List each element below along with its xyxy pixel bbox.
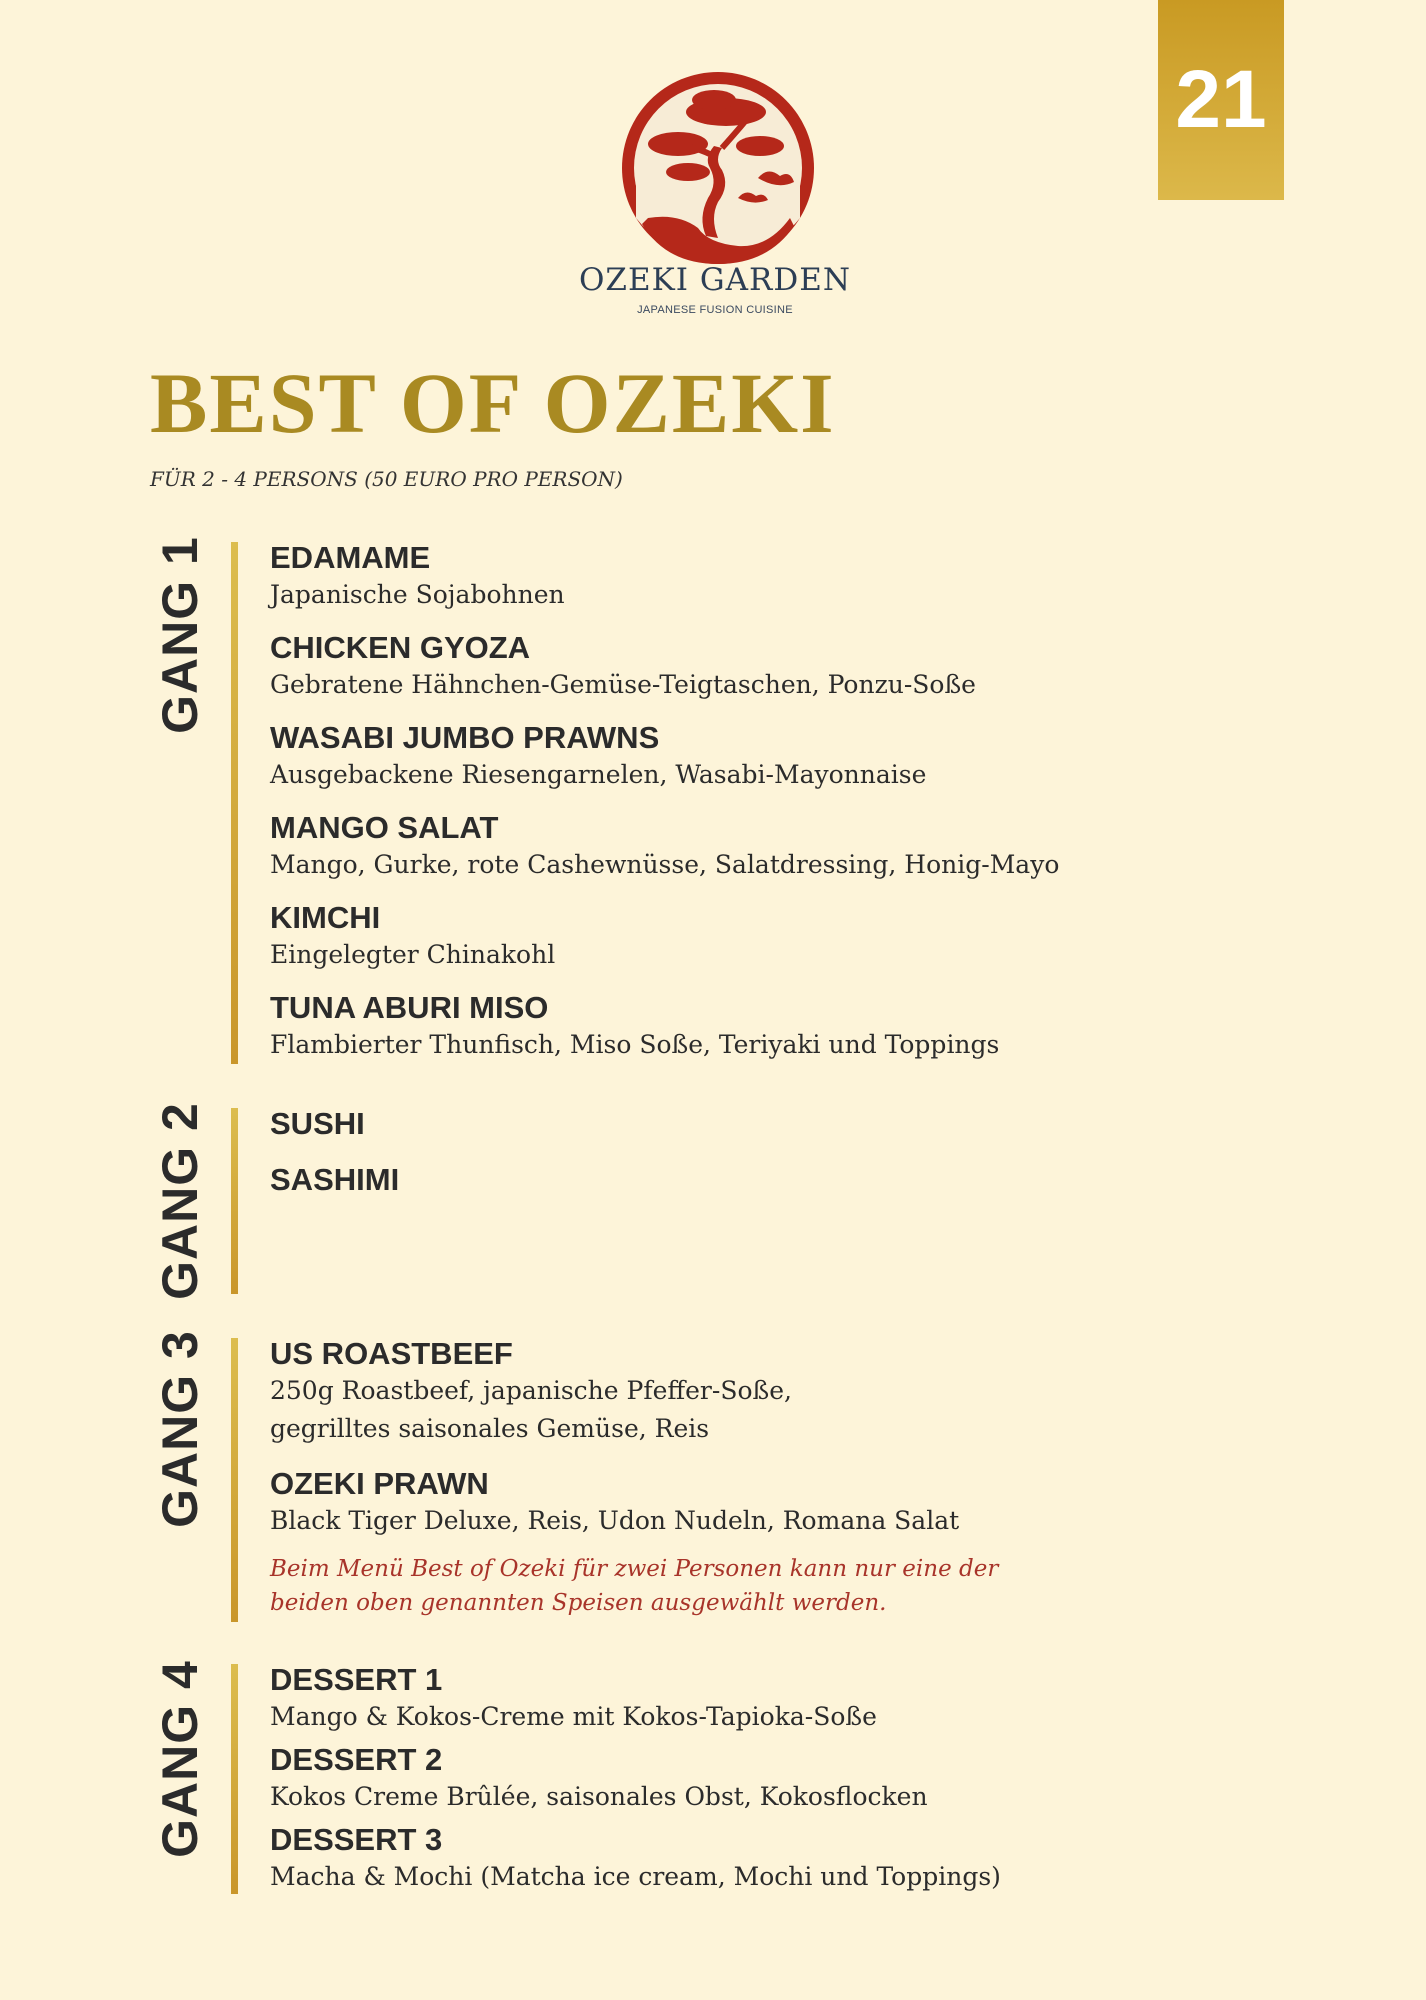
- dish-desc-ozeki-prawn: Black Tiger Deluxe, Reis, Udon Nudeln, Romana Salat: [270, 1506, 960, 1535]
- dish-desc-dessert-3: Macha & Mochi (Matcha ice cream, Mochi und Toppings): [270, 1862, 1001, 1891]
- gang3-label: GANG 3: [152, 1330, 209, 1528]
- dish-name-edamame: EDAMAME: [270, 540, 431, 575]
- dish-name-dessert-1: DESSERT 1: [270, 1662, 443, 1697]
- gang2-divider: [231, 1108, 238, 1294]
- dish-name-wasabi-jumbo-prawns: WASABI JUMBO PRAWNS: [270, 720, 660, 755]
- dish-name-us-roastbeef: US ROASTBEEF: [270, 1336, 513, 1371]
- dish-name-chicken-gyoza: CHICKEN GYOZA: [270, 630, 531, 665]
- gang1-label: GANG 1: [152, 536, 209, 734]
- gang4-divider: [231, 1664, 238, 1894]
- brand-name: OZEKI GARDEN: [579, 262, 851, 298]
- bonsai-tree-icon: [618, 68, 818, 268]
- dish-desc-dessert-1: Mango & Kokos-Creme mit Kokos-Tapioka-Soße: [270, 1702, 877, 1731]
- gang3-divider: [231, 1338, 238, 1622]
- dish-name-dessert-2: DESSERT 2: [270, 1742, 443, 1777]
- gang3-note-line1: Beim Menü Best of Ozeki für zwei Personen kann nur eine der: [270, 1556, 999, 1582]
- dish-desc-us-roastbeef-line1: 250g Roastbeef, japanische Pfeffer-Soße,: [270, 1376, 792, 1405]
- dish-desc-wasabi-jumbo-prawns: Ausgebackene Riesengarnelen, Wasabi-Mayonnaise: [270, 760, 927, 789]
- dish-desc-mango-salat: Mango, Gurke, rote Cashewnüsse, Salatdressing, Honig-Mayo: [270, 850, 1060, 879]
- dish-desc-tuna-aburi-miso: Flambierter Thunfisch, Miso Soße, Teriyaki und Toppings: [270, 1030, 1000, 1059]
- menu-subtitle: FÜR 2 - 4 PERSONS (50 EURO PRO PERSON): [150, 467, 623, 491]
- page-number-badge: [1158, 0, 1284, 200]
- dish-name-tuna-aburi-miso: TUNA ABURI MISO: [270, 990, 549, 1025]
- dish-desc-dessert-2: Kokos Creme Brûlée, saisonales Obst, Kokosflocken: [270, 1782, 928, 1811]
- brand-tagline: JAPANESE FUSION CUISINE: [637, 304, 793, 316]
- menu-title: BEST OF OZEKI: [150, 355, 836, 451]
- dish-desc-us-roastbeef-line2: gegrilltes saisonales Gemüse, Reis: [270, 1414, 710, 1443]
- gang1-divider: [231, 542, 238, 1064]
- dish-desc-chicken-gyoza: Gebratene Hähnchen-Gemüse-Teigtaschen, Ponzu-Soße: [270, 670, 976, 699]
- dish-name-mango-salat: MANGO SALAT: [270, 810, 499, 845]
- gang4-label: GANG 4: [152, 1660, 209, 1858]
- dish-name-sushi: SUSHI: [270, 1106, 365, 1141]
- dish-name-ozeki-prawn: OZEKI PRAWN: [270, 1466, 489, 1501]
- dish-name-sashimi: SASHIMI: [270, 1162, 400, 1197]
- page-number: 21: [1175, 54, 1267, 145]
- gang2-label: GANG 2: [152, 1102, 209, 1300]
- gang3-note-line2: beiden oben genannten Speisen ausgewählt werden.: [270, 1590, 887, 1616]
- ozeki-garden-logo: [590, 68, 850, 328]
- dish-name-kimchi: KIMCHI: [270, 900, 381, 935]
- dish-desc-edamame: Japanische Sojabohnen: [270, 580, 565, 609]
- dish-desc-kimchi: Eingelegter Chinakohl: [270, 940, 556, 969]
- dish-name-dessert-3: DESSERT 3: [270, 1822, 443, 1857]
